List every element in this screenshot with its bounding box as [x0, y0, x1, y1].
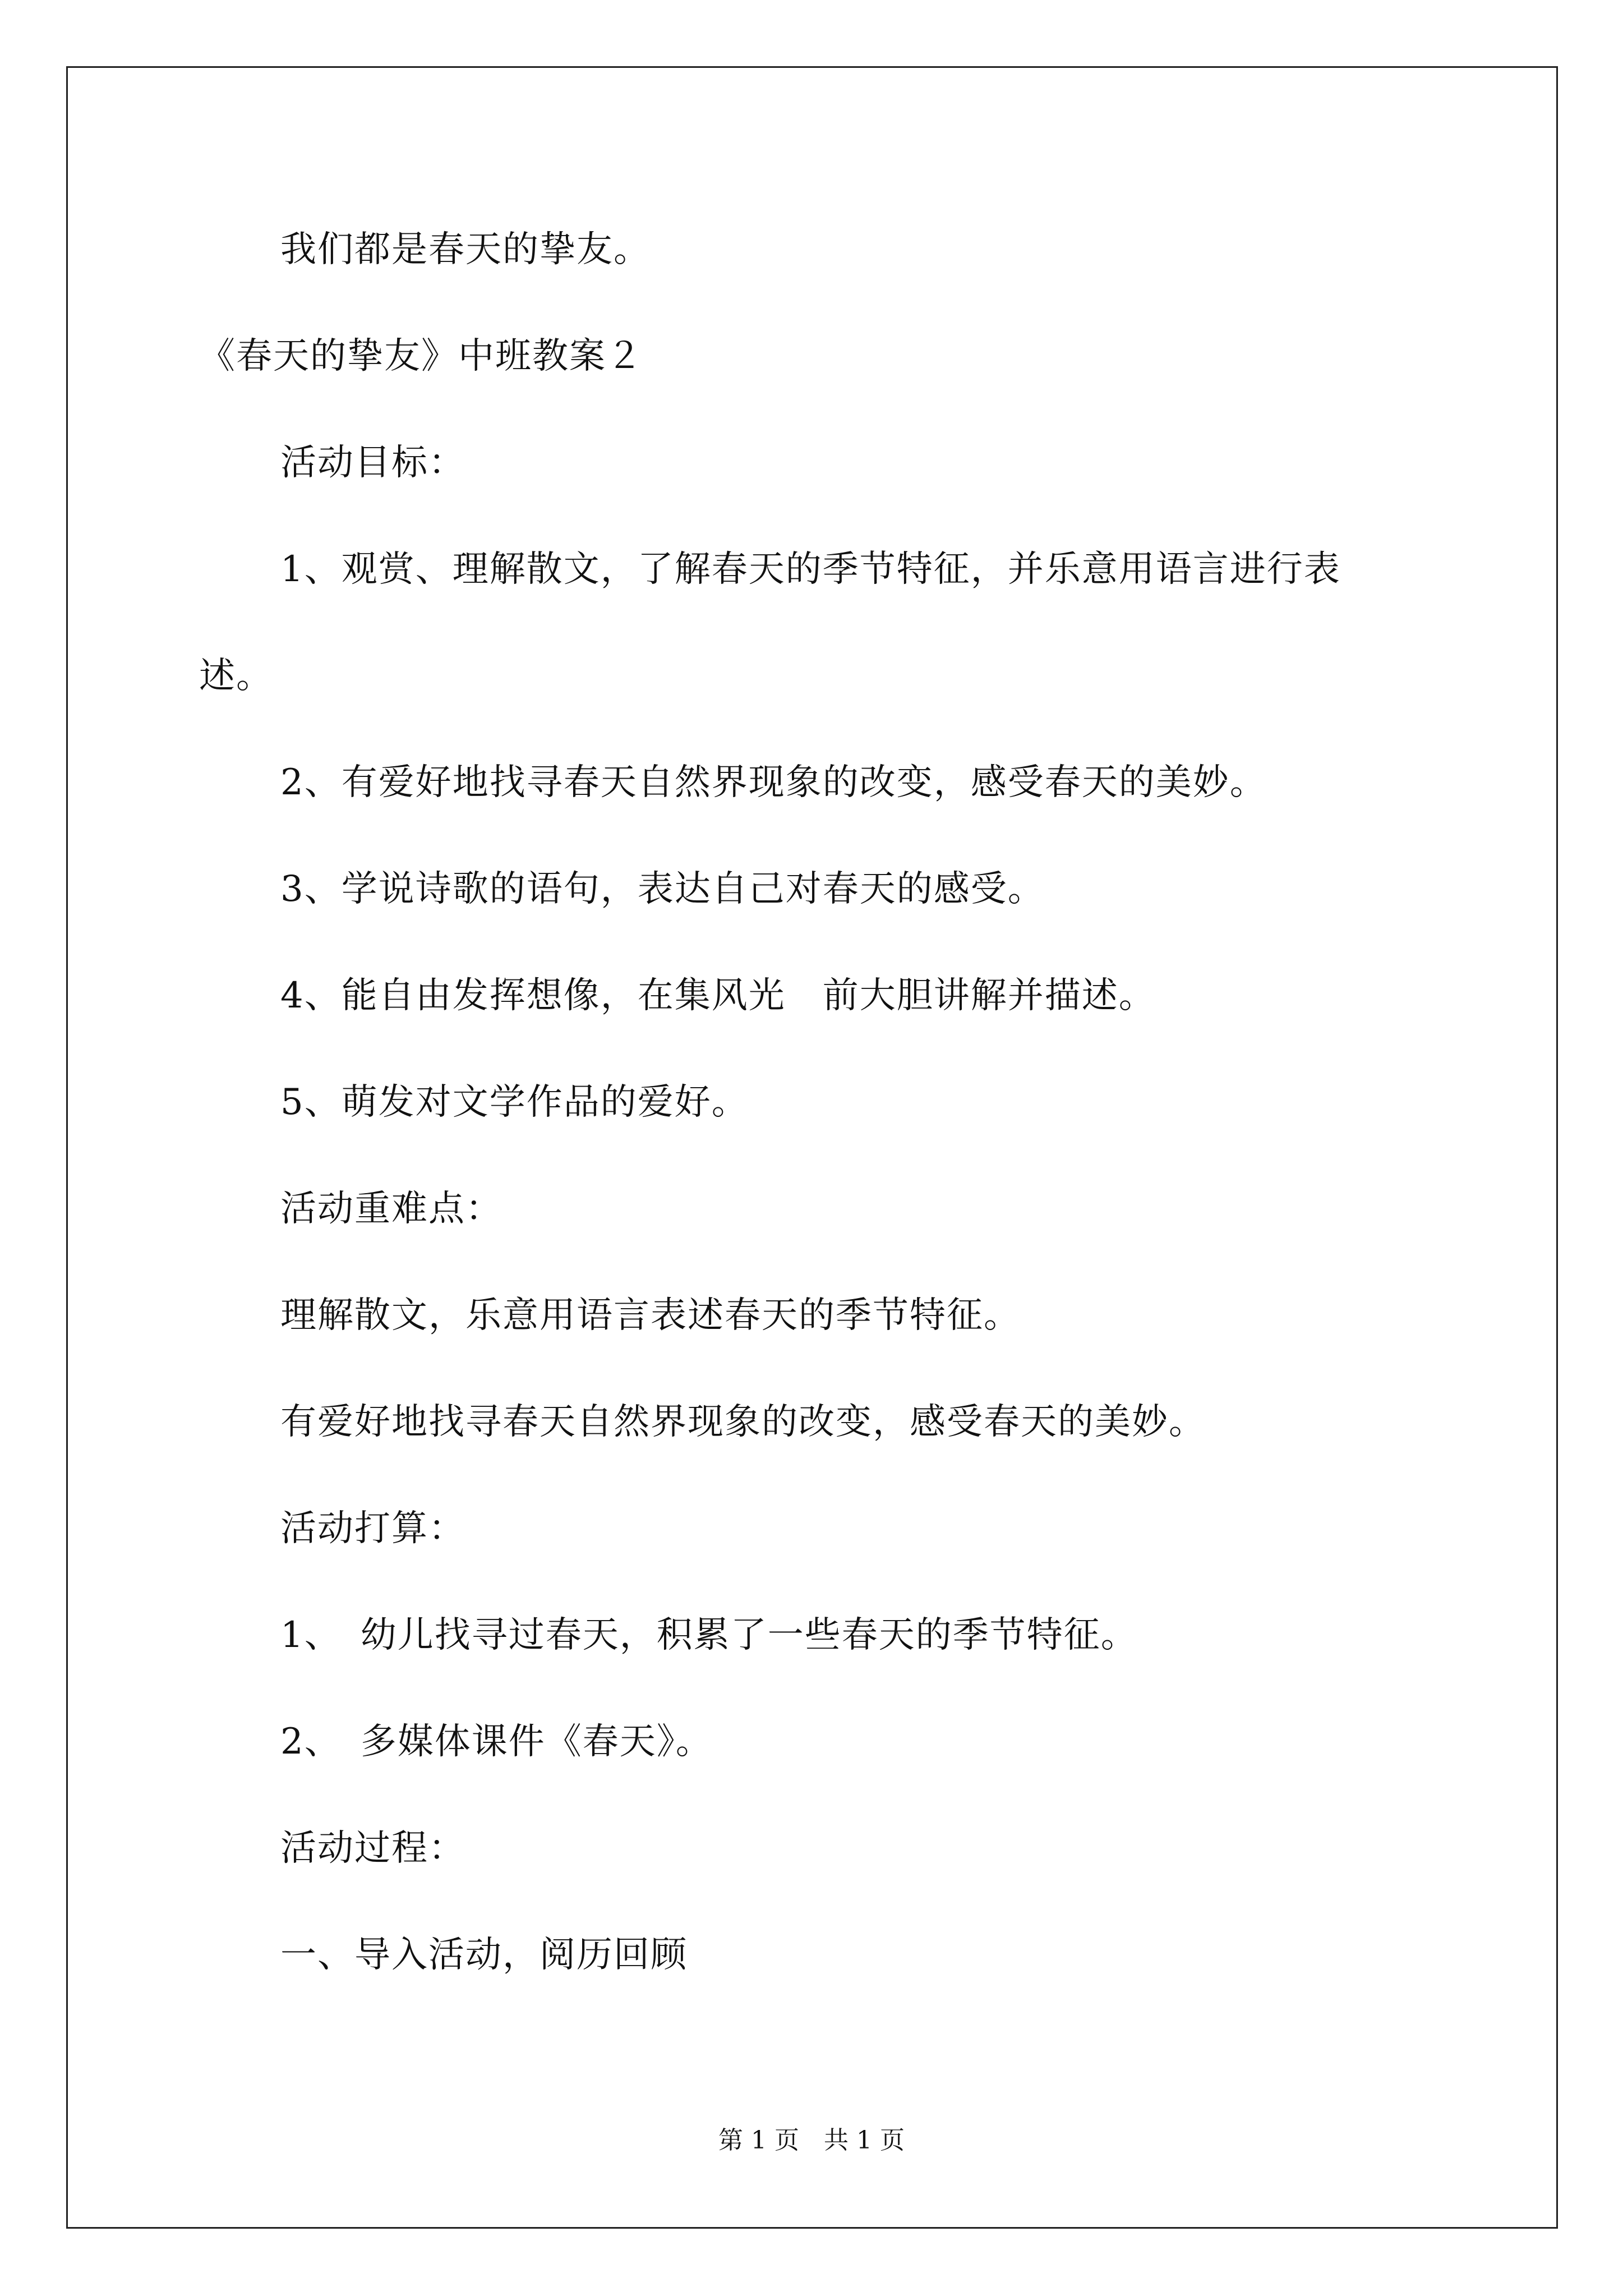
heading-activity-process: 活动过程： — [280, 1828, 465, 1869]
page-footer: 第 1 页 共 1 页 — [718, 2126, 905, 2155]
text-line: 一、导入活动，阅历回顾 — [280, 1934, 688, 1976]
text-line: 3、学说诗歌的语句，表达自己对春天的感受。 — [280, 868, 1045, 910]
heading-activity-prep: 活动打算： — [280, 1508, 465, 1549]
text-line: 2、 多媒体课件《春天》。 — [280, 1721, 713, 1763]
page-border — [66, 66, 1558, 2229]
text-line: 1、 幼儿找寻过春天，积累了一些春天的季节特征。 — [280, 1614, 1138, 1656]
text-line: 1、观赏、理解散文，了解春天的季节特征，并乐意用语言进行表 — [280, 549, 1341, 590]
text-line: 有爱好地找寻春天自然界现象的改变，感受春天的美妙。 — [280, 1401, 1206, 1443]
text-line: 2、有爱好地找寻春天自然界现象的改变，感受春天的美妙。 — [280, 762, 1267, 803]
text-line: 理解散文，乐意用语言表述春天的季节特征。 — [280, 1295, 1021, 1336]
heading-activity-goals: 活动目标： — [280, 442, 465, 484]
text-line: 5、萌发对文学作品的爱好。 — [280, 1082, 749, 1123]
heading-key-points: 活动重难点： — [280, 1188, 502, 1230]
text-line: 述。 — [199, 655, 273, 697]
text-line: 我们都是春天的挚友。 — [280, 229, 651, 270]
section-title: 《春天的挚友》中班教案２ — [199, 335, 643, 377]
text-line: 4、能自由发挥想像，在集风光 前大胆讲解并描述。 — [280, 975, 1156, 1016]
